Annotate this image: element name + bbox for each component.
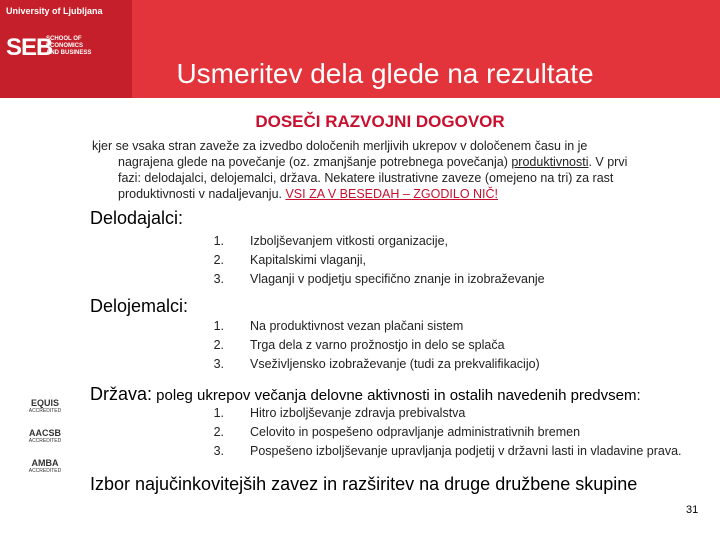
- intro-paragraph: kjer se vsaka stran zaveže za izvedbo določenih merljivih ukrepov v določenem času in je nagrajena glede na povečanje (oz. zmanjšanje potrebnega povečanja) produktivnosti. V prvi fazi: delodajalci, delojemalci, država. Nekatere ilustrativne zaveze (omejeno na tri) za rast produktivnosti v nadaljevanju. VSI ZA V BESEDAH – ZGODILO NIČ!: [92, 139, 628, 201]
- list-item: 2. Kapitalskimi vlaganji,: [213, 253, 367, 267]
- list-item: 2. Trga dela z varno prožnostjo in delo se splača: [213, 338, 505, 352]
- page-number: 31: [686, 504, 699, 516]
- list-item: 1. Na produktivnost vezan plačani sistem: [213, 319, 464, 333]
- list-item: 1. Hitro izboljševanje zdravja prebivalstva: [213, 406, 466, 420]
- list-delodajalci: [180, 232, 545, 289]
- bottom-statement: Izbor najučinkovitejših zavez in razširitev na druge družbene skupine: [90, 474, 638, 494]
- header-band: [0, 0, 720, 98]
- underlined-word: produktivnosti: [511, 155, 589, 169]
- equis-badge: EQUIS ACCREDITED: [28, 398, 62, 414]
- list-item: 3. Vlaganji v podjetju specifično znanje in izobraževanje: [213, 272, 545, 286]
- amba-badge: AMBA ACCREDITED: [28, 458, 62, 474]
- list-item: 2. Celovito in pospešeno odpravljanje administrativnih bremen: [213, 425, 581, 439]
- emphasis-text: VSI ZA V BESEDAH – ZGODILO NIČ!: [285, 187, 499, 201]
- section-heading-delojemalci: Delojemalci:: [90, 296, 189, 316]
- section-heading-delodajalci: Delodajalci:: [90, 208, 184, 228]
- school-logo: [0, 0, 132, 98]
- slide-title: Usmeritev dela glede na rezultate: [176, 58, 594, 89]
- list-delojemalci: [180, 317, 540, 374]
- slide-subtitle: DOSEČI RAZVOJNI DOGOVOR: [255, 112, 505, 131]
- seb-logo-subtext: SCHOOL OF ECONOMICS AND BUSINESS: [46, 36, 92, 56]
- university-name: University of Ljubljana: [6, 6, 103, 16]
- section-heading-drzava: Država: poleg ukrepov večanja delovne aktivnosti in ostalih navedenih predvsem:: [90, 384, 641, 404]
- seb-logo-text: SEB: [6, 34, 53, 61]
- list-drzava: [180, 404, 682, 461]
- aacsb-badge: AACSB ACCREDITED: [28, 428, 62, 444]
- list-item: 1. Izboljševanjem vitkosti organizacije,: [213, 234, 449, 248]
- list-item: 3. Vseživljensko izobraževanje (tudi za prekvalifikacijo): [213, 357, 540, 371]
- list-item: 3. Pospešeno izboljševanje upravljanja podjetij v državni lasti in vladavine prava.: [213, 444, 682, 458]
- accreditation-badges: [10, 398, 80, 488]
